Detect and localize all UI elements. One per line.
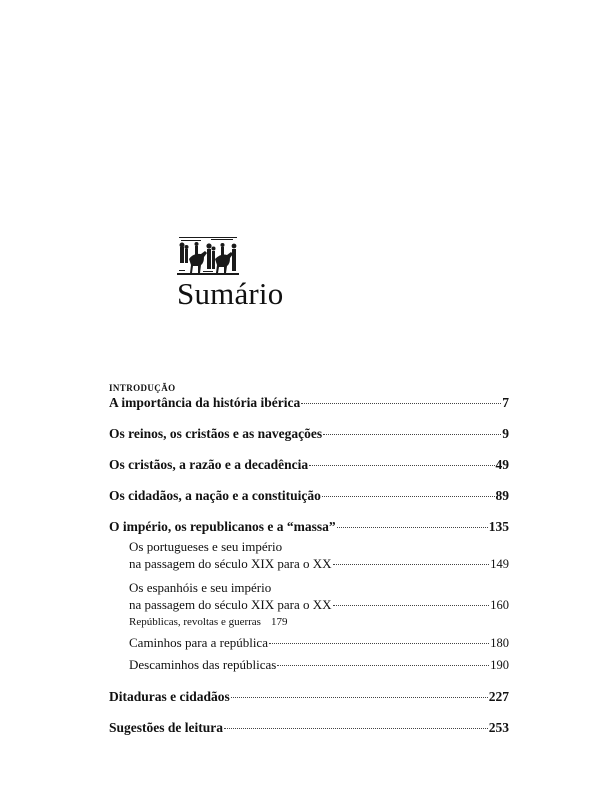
dot-leader (269, 643, 489, 644)
toc-entry-cristaos[interactable] (109, 456, 509, 474)
toc-entry-text: Os cidadãos, a nação e a constituição (109, 488, 321, 503)
toc-minor-page: 179 (270, 616, 288, 628)
toc-subentry-line1: Os espanhóis e seu império (129, 580, 272, 595)
dot-leader (323, 434, 501, 435)
dot-leader (333, 564, 490, 565)
toc-entry-text: Sugestões de leitura (109, 720, 223, 735)
toc-subentry-page: 190 (490, 658, 509, 672)
toc-entry-importancia[interactable] (109, 394, 509, 412)
dot-leader (309, 465, 494, 466)
dot-leader (322, 496, 495, 497)
toc-subentry-espanhois[interactable] (109, 579, 509, 614)
dot-leader (277, 665, 489, 666)
toc-entry-text: Ditaduras e cidadãos (109, 689, 230, 704)
toc-entry-page: 9 (502, 426, 509, 441)
dot-leader (301, 403, 501, 404)
toc-subentry-page: 149 (490, 557, 509, 571)
toc-entry-reinos[interactable] (109, 425, 509, 443)
toc-entry-text: Os reinos, os cristãos e as navegações (109, 426, 323, 441)
toc-subentry-line2: na passagem do século XIX para o XX (129, 556, 332, 571)
toc-subentry-text: Descaminhos das repúblicas (129, 657, 277, 672)
toc-entry-page: 49 (495, 457, 509, 472)
toc-entry-page: 227 (488, 689, 509, 704)
toc-entry-page: 89 (495, 488, 509, 503)
toc-minor-text: Repúblicas, revoltas e guerras (129, 616, 261, 628)
toc-subentry-line2: na passagem do século XIX para o XX (129, 597, 332, 612)
dot-leader (333, 605, 490, 606)
dot-leader (337, 527, 488, 528)
toc-entry-ditaduras[interactable] (109, 688, 509, 706)
toc-subentry-portugueses[interactable] (109, 538, 509, 573)
intro-label: INTRODUÇÃO (109, 383, 176, 393)
dot-leader (231, 697, 488, 698)
toc-entry-text: Os cristãos, a razão e a decadência (109, 457, 309, 472)
toc-subentry-caminhos[interactable] (109, 634, 509, 652)
toc-entry-text: O império, os republicanos e a “massa” (109, 519, 336, 534)
dot-leader (224, 728, 488, 729)
toc-entry-sugestoes[interactable] (109, 719, 509, 737)
toc-subentry-page: 160 (490, 598, 509, 612)
toc-minor-republicas[interactable] (109, 614, 509, 630)
page-title: Sumário (177, 276, 284, 311)
toc-entry-page: 135 (488, 519, 509, 534)
horse-riders-engraving-icon (177, 235, 239, 277)
toc-entry-page: 7 (502, 395, 509, 410)
toc-subentry-descaminhos[interactable] (109, 656, 509, 674)
toc-entry-text: A importância da história ibérica (109, 395, 301, 410)
toc-subentry-page: 180 (490, 636, 509, 650)
table-of-contents (109, 382, 509, 737)
toc-subentry-text: Caminhos para a república (129, 635, 268, 650)
toc-entry-cidadaos[interactable] (109, 487, 509, 505)
toc-subentry-line1: Os portugueses e seu império (129, 539, 283, 554)
toc-entry-page: 253 (488, 720, 509, 735)
toc-entry-imperio[interactable] (109, 518, 509, 536)
